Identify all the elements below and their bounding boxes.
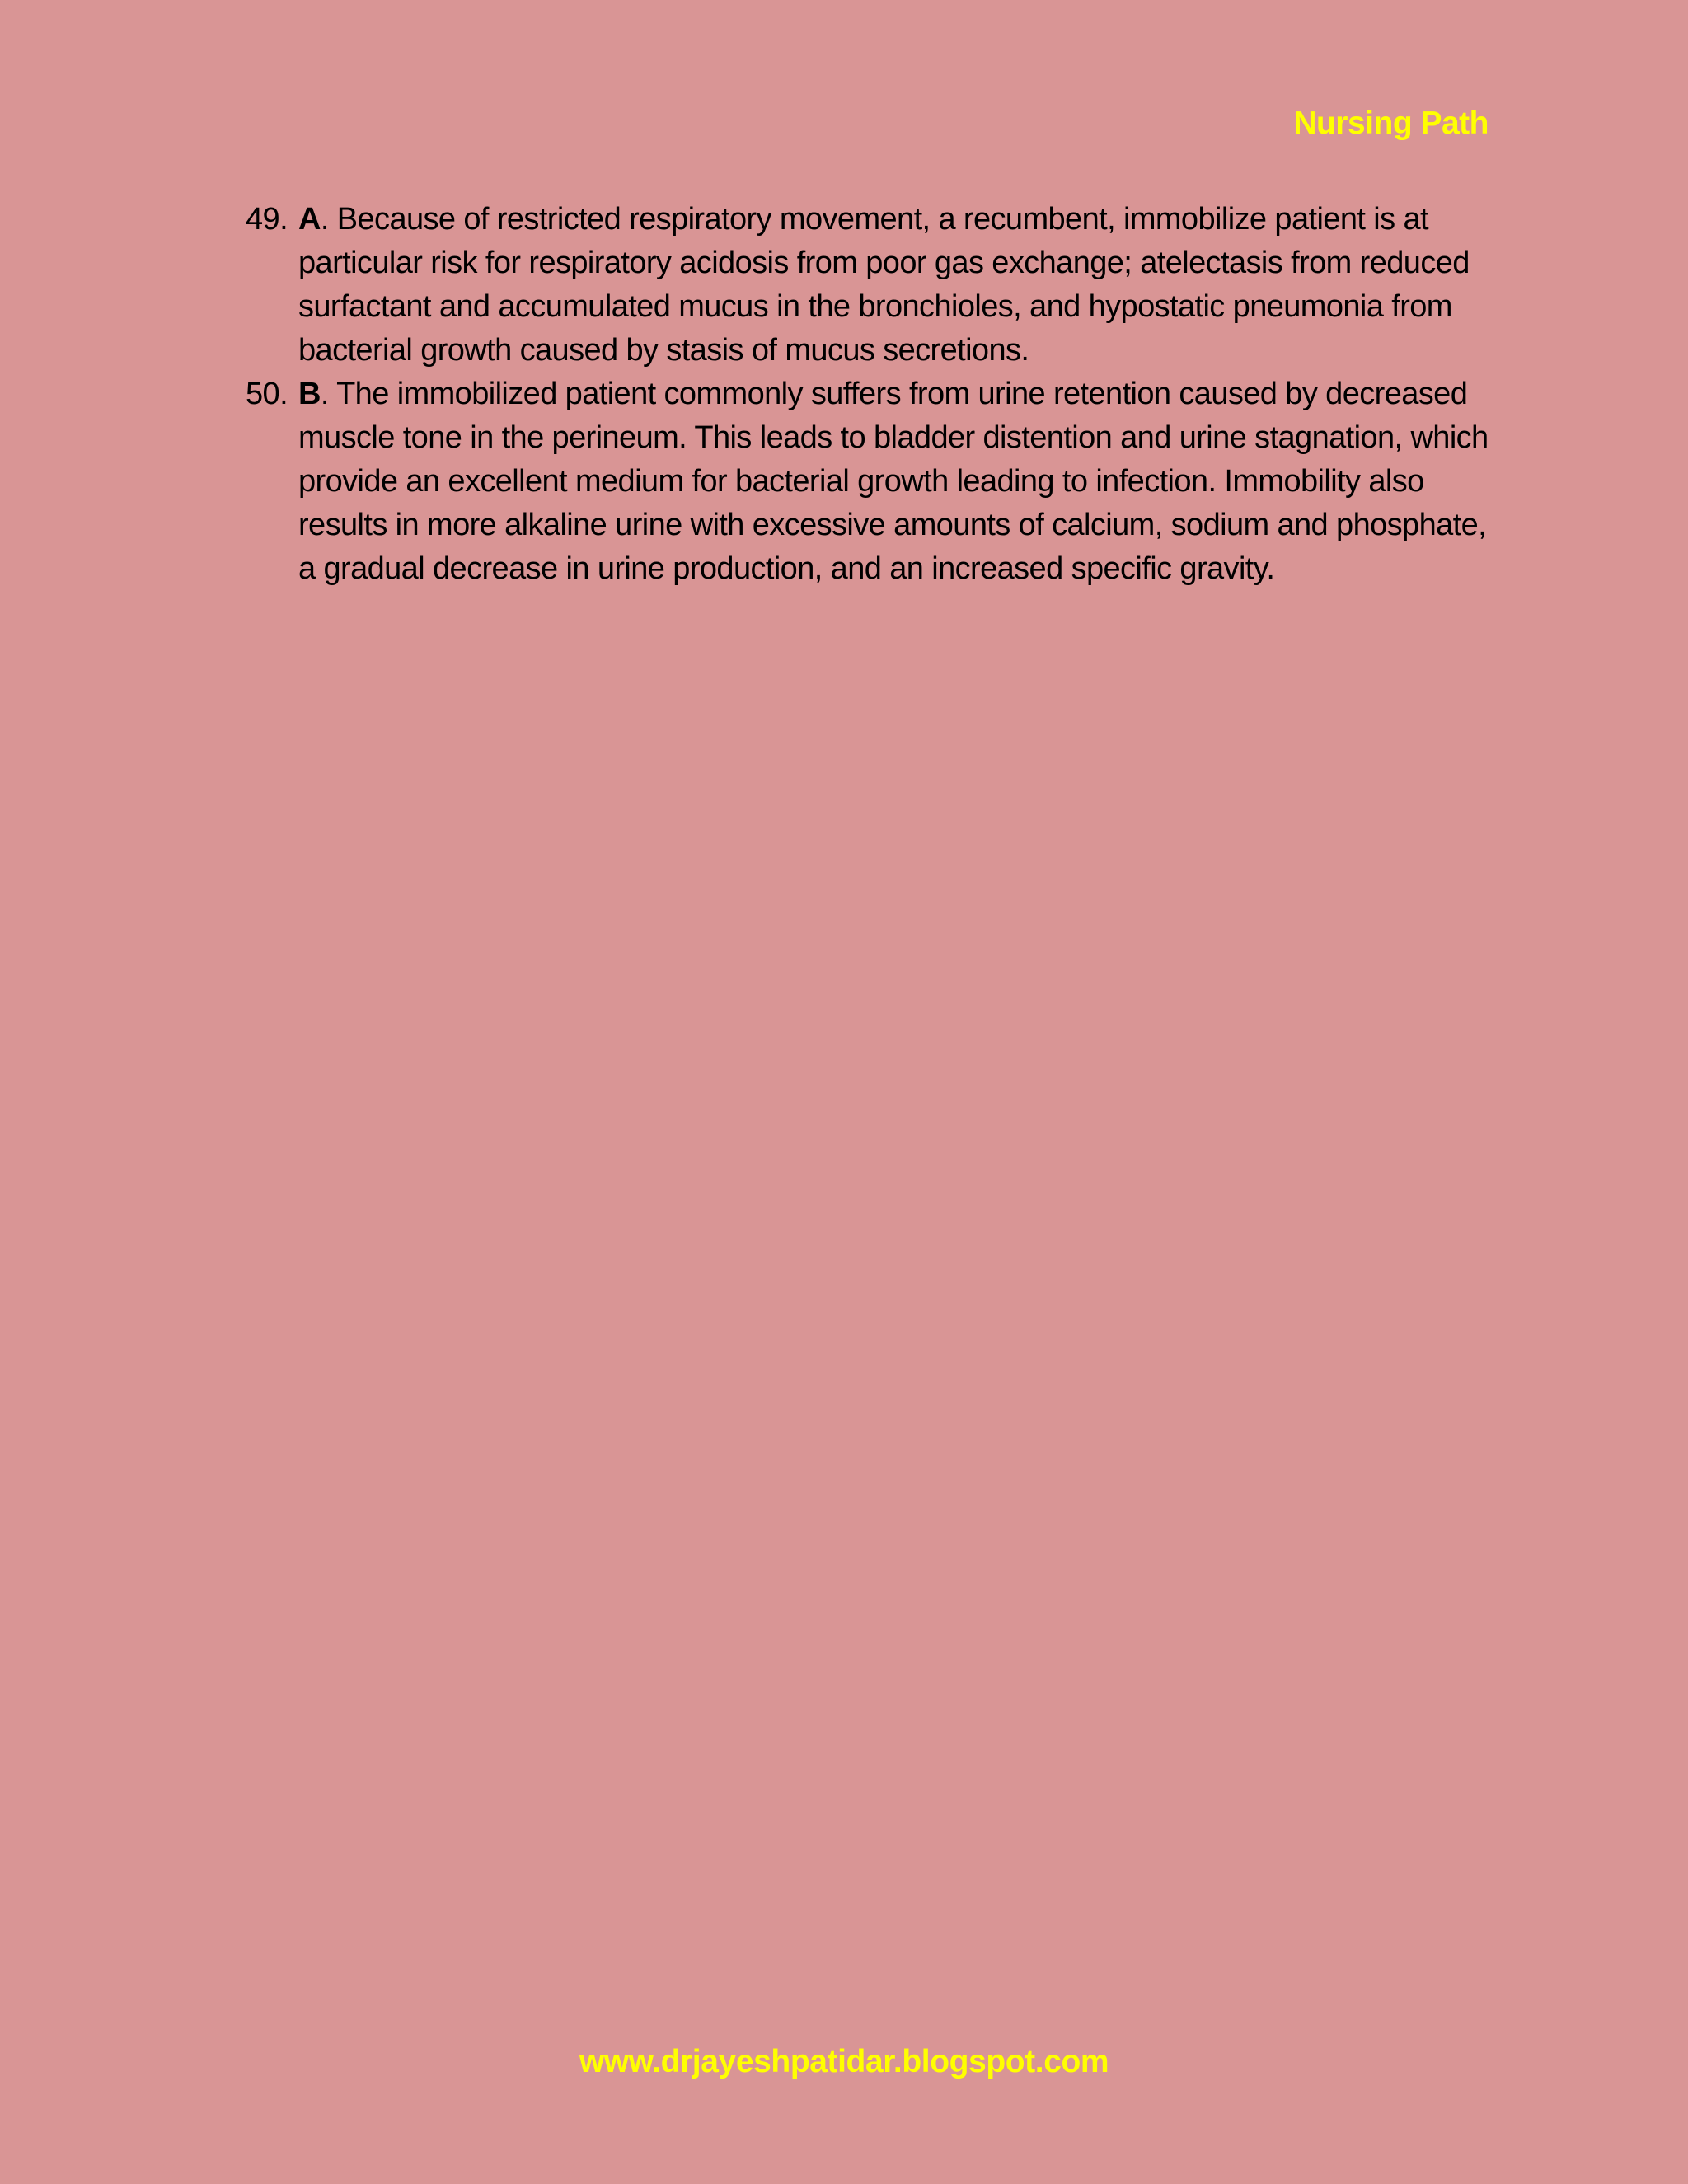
answer-explanation: . The immobilized patient commonly suffers from urine retention caused by decreased muscle tone in the perineum. This leads to bladder distention and urine stagnation, which provide an excellent medium for bacterial growth leading to infection. Immobility also results in more alkaline urine with excessive amounts of calcium, sodium and phosphate, a gradual decrease in urine production, and an increased specific gravity. (298, 377, 1489, 586)
answer-letter: B (298, 377, 321, 411)
page-header-title: Nursing Path (1293, 105, 1489, 141)
answer-explanation: . Because of restricted respiratory movement, a recumbent, immobilize patient is at particular risk for respiratory acidosis from poor gas exchange; atelectasis from reduced surfactant and accumulated mucus in the bronchioles, and hypostatic pneumonia from bacterial growth caused by stasis of mucus secretions. (298, 202, 1470, 368)
answer-list (246, 198, 1492, 591)
footer-website-link[interactable]: www.drjayeshpatidar.blogspot.com (579, 2044, 1109, 2079)
answer-number: 50. (246, 377, 288, 411)
answer-number: 49. (246, 202, 288, 237)
answer-body (298, 373, 1492, 591)
answer-body (298, 198, 1492, 373)
answer-item-50 (246, 373, 1492, 591)
answer-item-49 (246, 198, 1492, 373)
answer-letter: A (298, 202, 321, 237)
